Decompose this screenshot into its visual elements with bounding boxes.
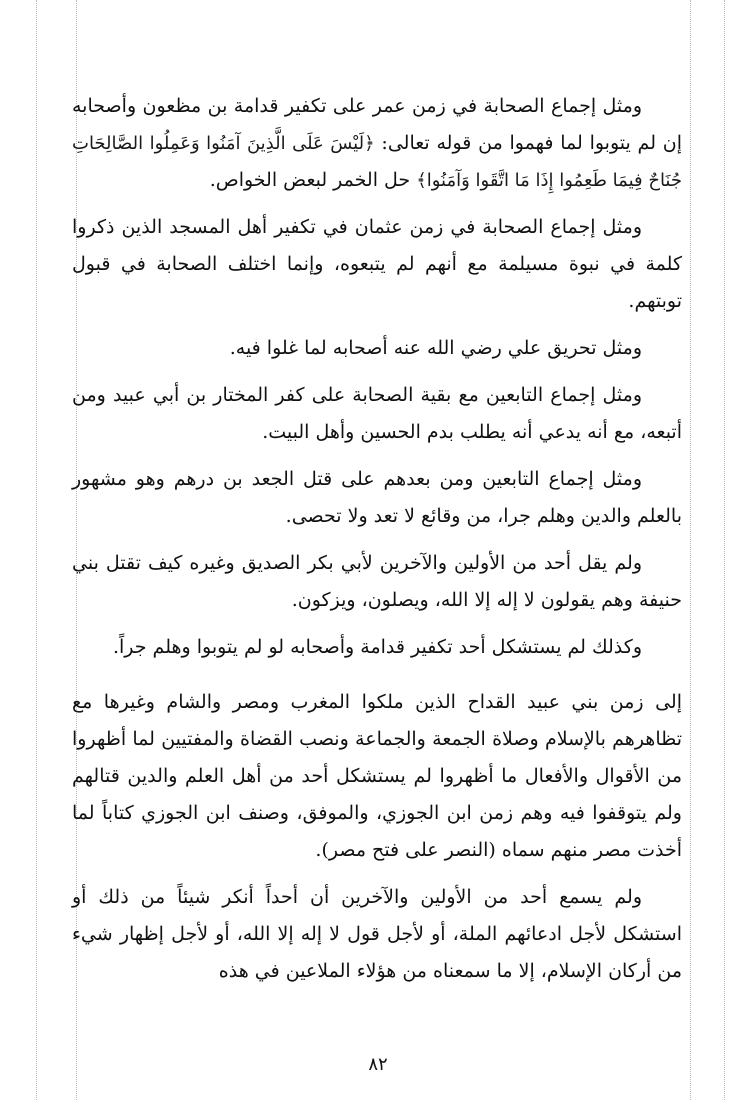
paragraph-mukhtar: ومثل إجماع التابعين مع بقية الصحابة على كفر المختار بن أبي عبيد ومن أتبعه، مع أنه يدعي أنه يطلب بدم الحسين وأهل البيت.	[72, 384, 682, 443]
paragraph-no-objection: ولم يسمع أحد من الأولين والآخرين أن أحداً أنكر شيئاً من ذلك أو استشكل لأجل ادعائهم الملة، أو لأجل قول لا إله إلا الله، أو لأجل إظهار شيء من أركان الإسلام، إلا ما سمعناه من هؤلاء الملاعين في هذه	[72, 886, 682, 982]
right-inner-guide	[690, 0, 691, 1100]
paragraph-text: ومثل إجماع الصحابة في زمن عمر على تكفير قدامة بن مظعون وأصحابه إن لم يتوبوا لما فهموا من قوله تعالى:	[72, 95, 683, 154]
page-number: ٨٢	[368, 1054, 388, 1075]
paragraph-jaad: ومثل إجماع التابعين ومن بعدهم على قتل الجعد بن درهم وهو مشهور بالعلم والدين وهلم جرا، من وقائع لا تعد ولا تحصى.	[72, 468, 682, 527]
paragraph-banu-ubaid: إلى زمن بني عبيد القداح الذين ملكوا المغرب ومصر والشام وغيرها مع تظاهرهم بالإسلام وصلاة الجمعة والجماعة ونصب القضاة والمفتيين لما أظهروا من الأقوال والأفعال ما أظهروا لم يستشكل أحد من أهل العلم والدين قتالهم ولم يتوقفوا فيه وهم زمن ابن الجوزي، والموفق، وصنف ابن الجوزي كتاباً لما أخذت مصر منهم سماه (النصر على فتح مصر).	[72, 691, 682, 861]
left-margin-guide	[36, 0, 37, 1100]
paragraph-ali: ومثل تحريق علي رضي الله عنه أصحابه لما غلوا فيه.	[229, 337, 642, 359]
paragraph-abu-bakr: ولم يقل أحد من الأولين والآخرين لأبي بكر الصديق وغيره كيف تقتل بني حنيفة وهم يقولون لا إله إلا الله، ويصلون، ويزكون.	[72, 552, 682, 611]
paragraph-qudama-repentance: وكذلك لم يستشكل أحد تكفير قدامة وأصحابه لو لم يتوبوا وهلم جراً.	[112, 636, 642, 658]
page-body	[72, 88, 682, 1000]
paragraph-text: حل الخمر لبعض الخواص.	[209, 169, 417, 191]
paragraph-uthman: ومثل إجماع الصحابة في زمن عثمان في تكفير أهل المسجد الذين ذكروا كلمة في نبوة مسيلمة مع أنهم لم يتبعوه، وإنما اختلف الصحابة في قبول توبتهم.	[72, 216, 682, 312]
paragraph-qudama	[72, 88, 682, 199]
quran-verse: ﴿لَيْسَ عَلَى الَّذِينَ آمَنُوا وَعَمِلُوا الصَّالِحَاتِ جُنَاحٌ فِيمَا طَعِمُوا إِذَا مَا اتَّقَوا وَآمَنُوا﴾	[72, 133, 682, 191]
right-margin-guide	[724, 0, 725, 1100]
